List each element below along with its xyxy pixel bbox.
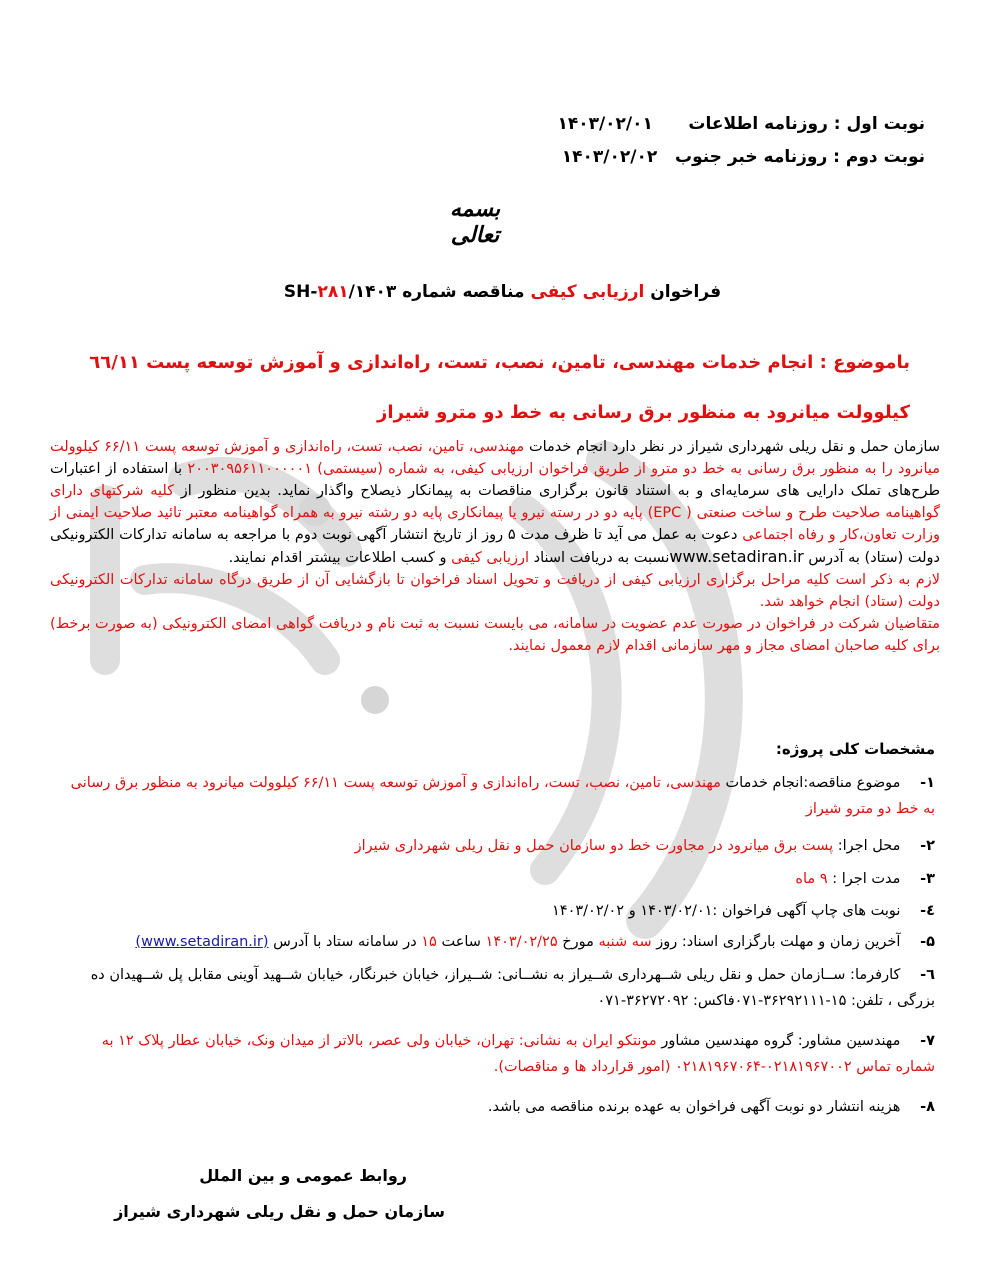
item-number: ٦-: [920, 967, 935, 983]
title-middle: مناقصه شماره SH-: [283, 282, 525, 302]
title-number: ۲۸۱: [317, 282, 349, 302]
bismillah-heading: بسمه تعالی: [449, 196, 501, 248]
first-publication-line: [557, 114, 925, 134]
body-text-red: ارزیابی کیفی: [451, 550, 530, 566]
item-number: ۷-: [920, 1033, 935, 1049]
item-text-red: ۹ ماه: [795, 871, 828, 887]
item-text: موضوع مناقصه:انجام خدمات: [725, 775, 901, 791]
signature-line-1: روابط عمومی و بین الملل: [199, 1166, 407, 1185]
item-text-red: مهندسی، تامین، نصب، تست، راه‌اندازی و آموزش توسعه پست ۶۶/۱۱ کیلوولت میانرود به منظور برق رسانی به خط دو مترو شیراز: [70, 775, 935, 817]
item-number: ٤-: [920, 903, 935, 919]
item-text: مدت اجرا :: [832, 871, 901, 887]
item-text: هزینه انتشار دو نوبت آگهی فراخوان به عهده برنده مناقصه می باشد.: [487, 1099, 901, 1115]
body-text: نسبت به دریافت اسناد: [533, 550, 670, 566]
body-text: با استفاده از اعتبارات طرح‌های تملک دارایی های سرمایه‌ای و به استناد قانون برگزاری مناقصات به پیمانکار ذیصلاح واگذار نماید. بدین منظور از: [50, 461, 940, 499]
title-highlight: ارزیابی کیفی: [530, 282, 645, 302]
item-text: آخرین زمان و مهلت بارگزاری اسناد: روز: [656, 934, 901, 950]
list-item: [60, 833, 935, 859]
list-item: [60, 929, 935, 955]
body-text-red: کلیه شرکتهای دارای گواهینامه صلاحیت طرح و ساخت صنعتی ( EPC) پایه دو در رسته نیرو یا پیمانکاری پایه دو رشته نیرو به همراه گواهینامه معتبر تائید صلاحیت ایمنی از وزارت تعاون،کار و رفاه اجتماعی: [50, 483, 941, 543]
first-publication-date: ۱۴۰۳/۰۲/۰۱: [557, 114, 653, 134]
section-heading: مشخصات کلی پروژه:: [775, 740, 935, 758]
list-item: [60, 1094, 935, 1120]
list-item: [60, 898, 935, 924]
item-text-red: پست برق میانرود در مجاورت خط دو سازمان حمل و نقل ریلی شهرداری شیراز: [354, 838, 834, 854]
item-text-red: مونتکو ایران به نشانی: تهران، خیابان ولی عصر، بالاتر از میدان ونک، خیابان عطار پلاک ۱۲ به شماره تماس ۰۲۱۸۱۹۶۷۰۰۲-۰۲۱۸۱۹۶۷۰۶۴ (امور قرارداد ها و مناقصات).: [101, 1033, 935, 1075]
first-publication-label: نوبت اول : روزنامه اطلاعات: [688, 114, 925, 134]
list-item: [60, 866, 935, 892]
item-text: نوبت های چاپ آگهی فراخوان :۱۴۰۳/۰۲/۰۱ و ۱۴۰۳/۰۲/۰۲: [552, 903, 901, 919]
second-publication-label: نوبت دوم : روزنامه خبر جنوب: [674, 147, 925, 167]
item-number: ۱-: [920, 775, 935, 791]
body-text: و کسب اطلاعات بیشتر اقدام نمایند.: [228, 550, 447, 566]
title-prefix: فراخوان: [650, 282, 722, 302]
body-text: دعوت به عمل می آید تا ظرف مدت ۵ روز از تاریخ انتشار آگهی نوبت دوم با مراجعه به سامانه تدارکات الکترونیکی دولت (ستاد) به آدرس: [50, 527, 940, 566]
title-suffix: /۱۴۰۳: [348, 282, 397, 302]
body-paragraphs: [50, 436, 940, 657]
item-text: کارفرما: ســازمان حمل و نقل ریلی شــهرداری شــیراز به نشــانی: شــیراز، خیابان خبرنگار، خیابان شــهید آوینی مقابل پل شــهیدان ده بزرگی ، تلفن: ۱۵-۳۶۲۹۲۱۱۱-۰۷۱فاکس: ۳۶۲۷۲۰۹۲-۰۷۱: [90, 967, 935, 1009]
setad-url[interactable]: www.setadiran.ir: [669, 547, 804, 566]
body-text-red: لازم به ذکر است کلیه مراحل برگزاری ارزیابی کیفی از دریافت و تحویل اسناد فراخوان تا بازگشایی آن از طریق درگاه سامانه تدارکات الکترونیکی دولت (ستاد) انجام خواهد شد.: [50, 572, 940, 610]
subject-heading: باموضوع : انجام خدمات مهندسی، تامین، نصب، تست، راه‌اندازی و آموزش توسعه پست ٦٦/١١ کیلوولت میانرود به منظور برق رسانی به خط دو مترو شیراز: [89, 352, 910, 423]
item-text-red: ۱۵: [421, 934, 437, 950]
body-text: سازمان حمل و نقل ریلی شهرداری شیراز در نظر دارد انجام خدمات: [528, 439, 940, 455]
item-text-red: ۱۴۰۳/۰۲/۲۵: [485, 934, 558, 950]
item-text: در سامانه ستاد با آدرس: [273, 934, 417, 950]
setad-link[interactable]: (www.setadiran.ir): [135, 934, 269, 950]
second-publication-date: ۱۴۰۳/۰۲/۰۲: [561, 147, 658, 167]
item-text-red: سه شنبه: [598, 934, 652, 950]
second-publication-line: [562, 147, 925, 167]
item-text: محل اجرا:: [837, 838, 901, 854]
item-number: ۳-: [920, 871, 935, 887]
item-text: مهندسین مشاور: گروه مهندسین مشاور: [661, 1033, 901, 1049]
body-text-red: مهندسی، تامین، نصب، تست، راه‌اندازی و آموزش توسعه پست ۶۶/۱۱ کیلوولت میانرود را به منظور برق رسانی به خط دو مترو از طریق فراخوان ارزیابی کیفی، به شماره (سیستمی) ۲۰۰۳۰۹۵۶۱۱۰۰۰۰۰۱: [50, 439, 941, 477]
list-item: [60, 1028, 935, 1080]
item-text: ساعت: [441, 934, 481, 950]
item-number: ۲-: [920, 838, 935, 854]
item-number: ۸-: [920, 1099, 935, 1115]
item-text: مورخ: [562, 934, 594, 950]
list-item: [60, 962, 935, 1014]
item-number: ۵-: [920, 934, 935, 950]
signature-line-2: سازمان حمل و نقل ریلی شهرداری شیراز: [114, 1202, 445, 1221]
list-item: [60, 770, 935, 822]
body-text-red: متقاضیان شرکت در فراخوان در صورت عدم عضویت در سامانه، می بایست نسبت به ثبت نام و دریافت گواهی امضای الکترونیکی (به صورت برخط) برای کلیه صاحبان امضای مجاز و مهر سازمانی اقدام لازم معمول نمایند.: [50, 616, 940, 654]
page-title: [0, 282, 1005, 302]
